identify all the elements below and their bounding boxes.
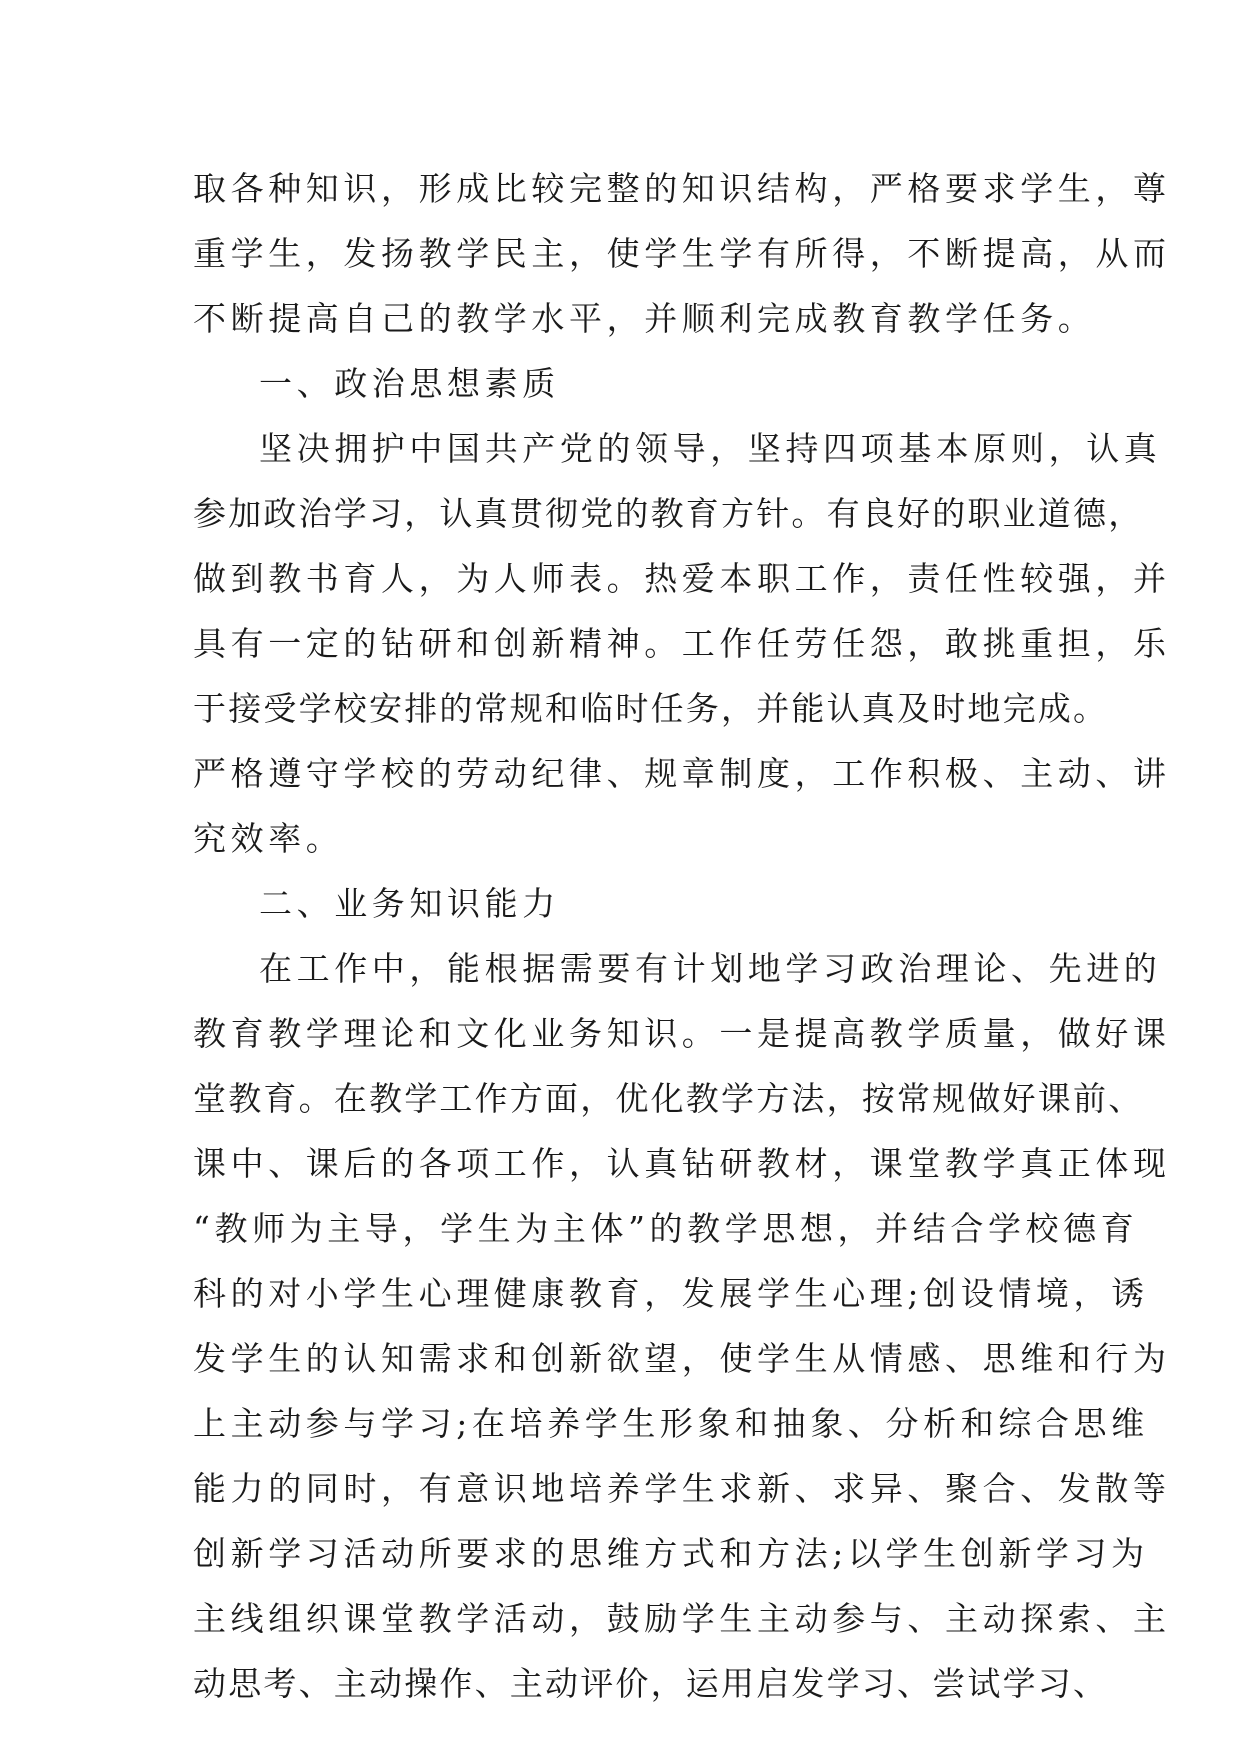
text-line: 上主动参与学习;在培养学生形象和抽象、分析和综合思维 [193, 1404, 1149, 1443]
text-line: 主线组织课堂教学活动，鼓励学生主动参与、主动探索、主 [193, 1599, 1171, 1638]
document-body [193, 156, 1171, 1716]
text-line: 堂教育。在教学工作方面，优化教学方法，按常规做好课前、 [193, 1079, 1144, 1118]
text-line: 在工作中，能根据需要有计划地学习政治理论、先进的 [259, 949, 1162, 988]
text-line: 科的对小学生心理健康教育，发展学生心理;创设情境，诱 [193, 1274, 1149, 1313]
text-line: 教育教学理论和文化业务知识。一是提高教学质量，做好课 [193, 1014, 1171, 1053]
text-line: 课中、课后的各项工作，认真钻研教材，课堂教学真正体现 [193, 1144, 1171, 1183]
section-heading: 二、业务知识能力 [259, 884, 560, 923]
text-line: 动思考、主动操作、主动评价，运用启发学习、尝试学习、 [193, 1664, 1109, 1703]
text-line: 具有一定的钻研和创新精神。工作任劳任怨，敢挑重担，乐 [193, 624, 1171, 663]
text-line: 发学生的认知需求和创新欲望，使学生从情感、思维和行为 [193, 1339, 1171, 1378]
section-heading: 一、政治思想素质 [259, 364, 560, 403]
text-line: 参加政治学习，认真贯彻党的教育方针。有良好的职业道德， [193, 494, 1144, 533]
text-line: 于接受学校安排的常规和临时任务，并能认真及时地完成。 [193, 689, 1109, 728]
text-line: 取各种知识，形成比较完整的知识结构，严格要求学生，尊 [193, 169, 1171, 208]
text-line: 坚决拥护中国共产党的领导，坚持四项基本原则，认真 [259, 429, 1162, 468]
text-line: 究效率。 [193, 819, 344, 858]
text-line: “教师为主导，学生为主体”的教学思想，并结合学校德育 [193, 1209, 1139, 1248]
text-line: 能力的同时，有意识地培养学生求新、求异、聚合、发散等 [193, 1469, 1171, 1508]
text-line: 严格遵守学校的劳动纪律、规章制度，工作积极、主动、讲 [193, 754, 1171, 793]
text-line: 创新学习活动所要求的思维方式和方法;以学生创新学习为 [193, 1534, 1149, 1573]
text-line: 不断提高自己的教学水平，并顺利完成教育教学任务。 [193, 299, 1096, 338]
text-line: 重学生，发扬教学民主，使学生学有所得，不断提高，从而 [193, 234, 1171, 273]
text-line: 做到教书育人，为人师表。热爱本职工作，责任性较强，并 [193, 559, 1171, 598]
